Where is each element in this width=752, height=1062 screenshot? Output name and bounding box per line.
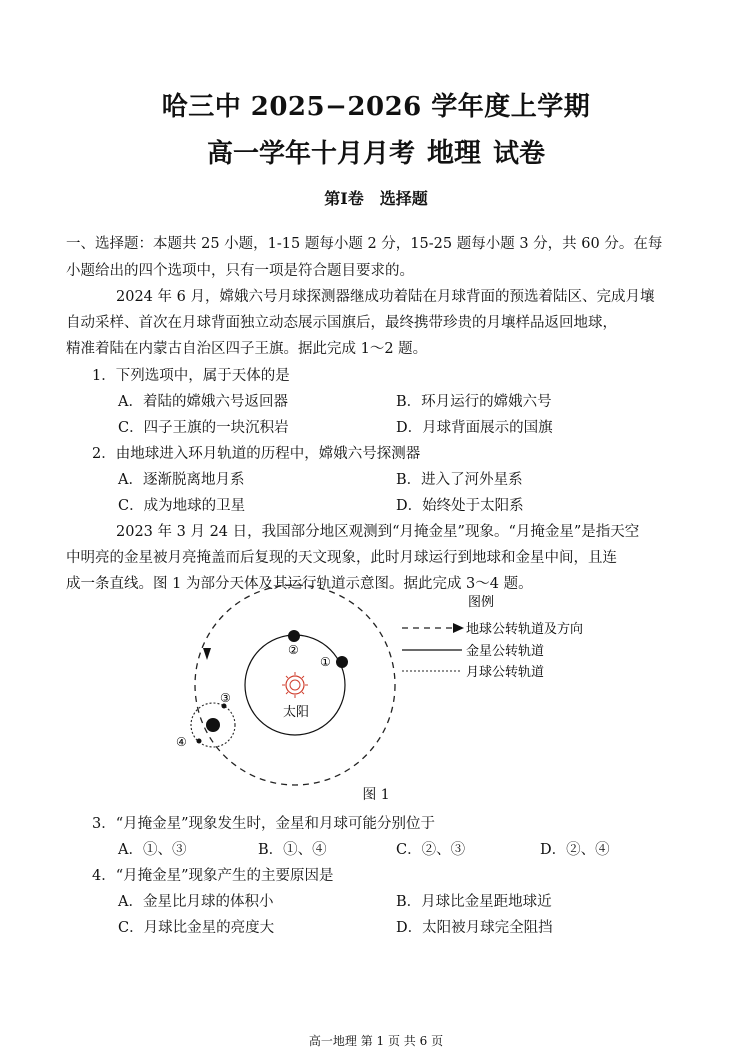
instructions-line2: 小题给出的四个选项中，只有一项是符合题目要求的。 [66,263,414,279]
exam-title-line2 [0,131,752,170]
marker-3: ③ [220,691,231,705]
exam-title-line1: 哈三中 2025−2026 学年度上学期 [161,92,591,122]
moon-position-4 [197,739,202,744]
passage2-line3: 成一条直线。图 1 为部分天体及其运行轨道示意图。据此完成 3～4 题。 [66,576,533,592]
legend-item-venus-orbit: 金星公转轨道 [466,644,545,659]
earth-orbit [195,585,395,785]
q2-option-a: A．逐渐脱离地月系 [118,472,245,488]
q1-option-c: C．四子王旗的一块沉积岩 [118,420,289,436]
earth-icon [206,718,220,732]
orbit-direction-arrow-icon [203,648,211,660]
figure-caption: 图 1 [362,787,390,803]
legend-item-moon-orbit: 月球公转轨道 [466,665,545,680]
q3-option-a: A．①、③ [118,842,187,858]
passage2-line1: 2023 年 3 月 24 日，我国部分地区观测到“月掩金星”现象。“月掩金星”是指天空 [116,524,640,540]
marker-2: ② [288,643,299,657]
exam-title-pre: 高一学年十月月考 [206,139,415,169]
q3-option-b: B．①、④ [258,842,327,858]
instructions-line1: 一、选择题：本题共 25 小题，1-15 题每小题 2 分，15-25 题每小题 3 分，共 60 分。在每 [66,236,663,252]
q2-stem: 2．由地球进入环月轨道的历程中，嫦娥六号探测器 [92,446,421,462]
q2-option-b: B．进入了河外星系 [396,472,523,488]
passage1-line1: 2024 年 6 月，嫦娥六号月球探测器继成功着陆在月球背面的预选着陆区、完成月壤 [116,289,655,305]
q3-option-d: D．②、④ [540,842,610,858]
venus-position-1 [336,656,348,668]
marker-1: ① [320,655,331,669]
q4-option-a: A．金星比月球的体积小 [118,894,274,910]
q3-stem: 3．“月掩金星”现象发生时，金星和月球可能分别位于 [92,816,436,832]
passage2-line2: 中明亮的金星被月亮掩盖而后复现的天文现象，此时月球运行到地球和金星中间，且连 [66,550,617,566]
q1-stem: 1．下列选项中，属于天体的是 [92,368,290,384]
exam-title-post: 试卷 [493,139,546,169]
q1-option-a: A．着陆的嫦娥六号返回器 [118,394,288,410]
venus-position-2 [288,630,300,642]
sun-label: 太阳 [283,705,310,720]
q2-option-d: D．始终处于太阳系 [396,498,524,514]
passage1-line3: 精准着陆在内蒙古自治区四子王旗。据此完成 1～2 题。 [66,341,428,357]
q2-option-c: C．成为地球的卫星 [118,498,246,514]
q4-option-d: D．太阳被月球完全阻挡 [396,920,553,936]
exam-subject: 地理 [427,138,481,169]
q3-option-c: C．②、③ [396,842,466,858]
legend-item-earth-orbit: 地球公转轨道及方向 [466,622,584,637]
q1-option-b: B．环月运行的嫦娥六号 [396,394,552,410]
q4-option-c: C．月球比金星的亮度大 [118,920,275,936]
legend-title: 图例 [468,595,495,610]
section-title: 第Ⅰ卷 选择题 [324,189,428,208]
marker-4: ④ [176,735,187,749]
q4-option-b: B．月球比金星距地球近 [396,894,552,910]
legend-arrow-icon [453,623,464,633]
q4-stem: 4．“月掩金星”现象产生的主要原因是 [92,868,334,884]
sun-icon [282,672,308,698]
q1-option-d: D．月球背面展示的国旗 [396,420,553,436]
page-footer: 高一地理 第 1 页 共 6 页 [308,1034,444,1048]
passage1-line2: 自动采样、首次在月球背面独立动态展示国旗后，最终携带珍贵的月壤样品返回地球， [66,315,617,331]
orbit-diagram [176,590,620,810]
